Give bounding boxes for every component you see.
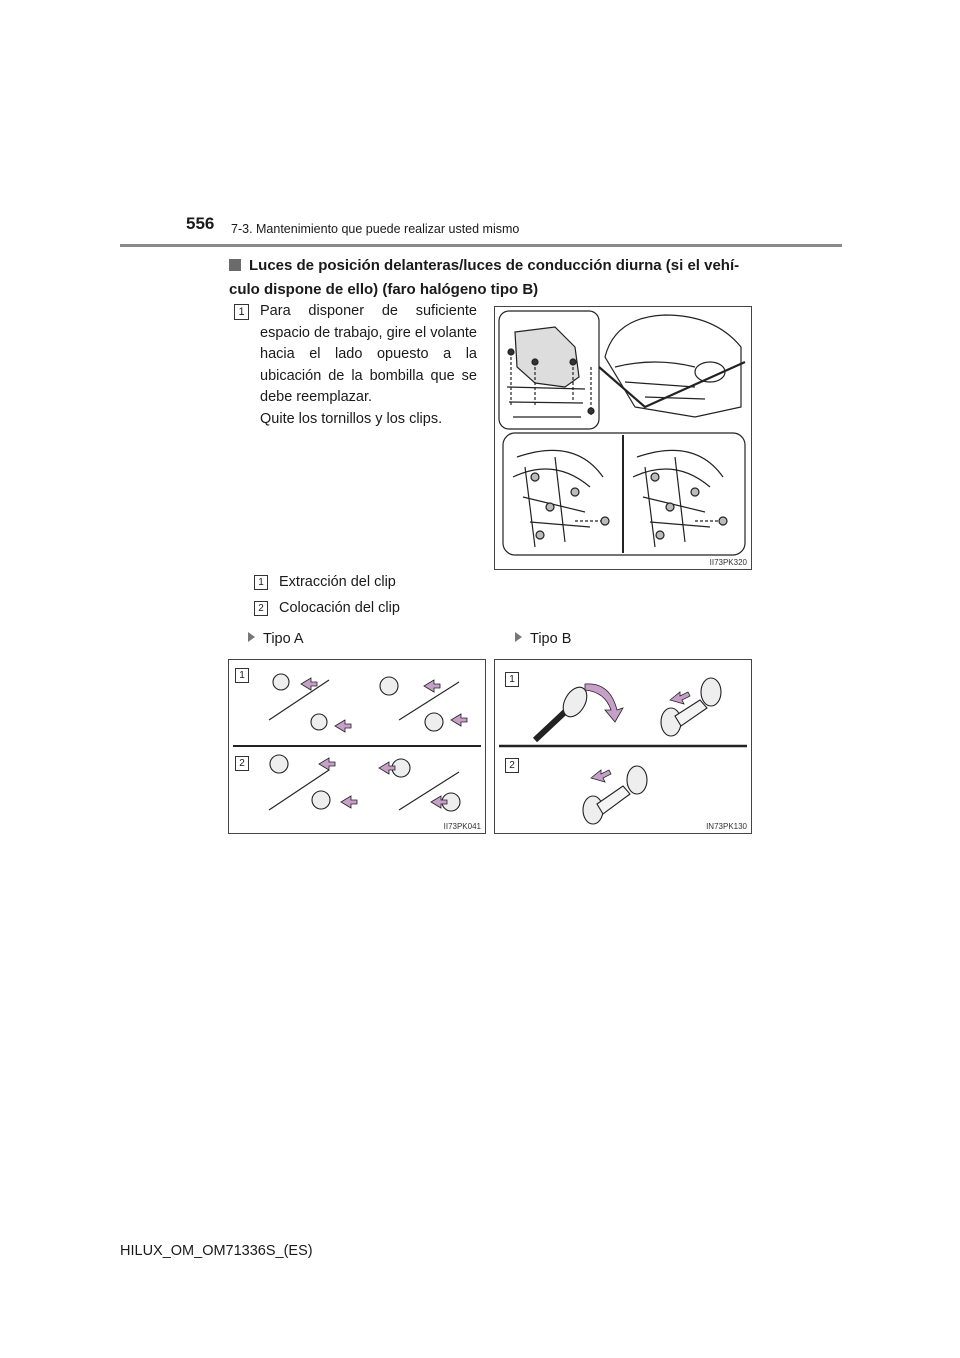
figure-code: IN73PK130 xyxy=(706,822,747,831)
legend-text: Colocación del clip xyxy=(279,600,400,616)
legend-text: Extracción del clip xyxy=(279,574,396,590)
marker-1: 1 xyxy=(505,672,519,687)
type-a-label: Tipo A xyxy=(248,631,304,647)
marker-1: 1 xyxy=(235,668,249,683)
document-footer: HILUX_OM_OM71336S_(ES) xyxy=(120,1243,313,1259)
figure-code: II73PK320 xyxy=(709,558,747,567)
type-a-drawing xyxy=(229,660,485,833)
fender-drawing xyxy=(495,307,751,569)
square-bullet-icon xyxy=(229,259,241,271)
legend-item xyxy=(254,574,396,590)
fender-screws-illustration xyxy=(494,306,752,570)
legend-number: 1 xyxy=(254,575,268,590)
figure-code: II73PK041 xyxy=(443,822,481,831)
page-number: 556 xyxy=(186,214,215,233)
section-title: 7-3. Mantenimiento que puede realizar usted mismo xyxy=(231,222,520,236)
type-a-clip-illustration xyxy=(228,659,486,834)
legend-number: 2 xyxy=(254,601,268,616)
header-rule xyxy=(120,244,842,247)
step-note: Quite los tornillos y los clips. xyxy=(260,411,443,427)
legend-item xyxy=(254,600,400,616)
type-b-clip-illustration xyxy=(494,659,752,834)
triangle-bullet-icon xyxy=(515,632,522,642)
triangle-bullet-icon xyxy=(248,632,255,642)
marker-2: 2 xyxy=(235,756,249,771)
section-heading xyxy=(229,254,751,302)
heading-text: Luces de posición delanteras/luces de conducción diurna (si el vehí- culo dispone de ello) (faro halógeno tipo B) xyxy=(229,257,740,298)
type-b-label: Tipo B xyxy=(515,631,571,647)
step-instruction: Para disponer de suficiente espacio de trabajo, gire el volante hacia el lado opuesto a la ubicación de la bombilla que se debe reemplazar. xyxy=(260,303,477,405)
step-number-badge: 1 xyxy=(234,304,249,320)
type-b-drawing xyxy=(495,660,751,833)
marker-2: 2 xyxy=(505,758,519,773)
